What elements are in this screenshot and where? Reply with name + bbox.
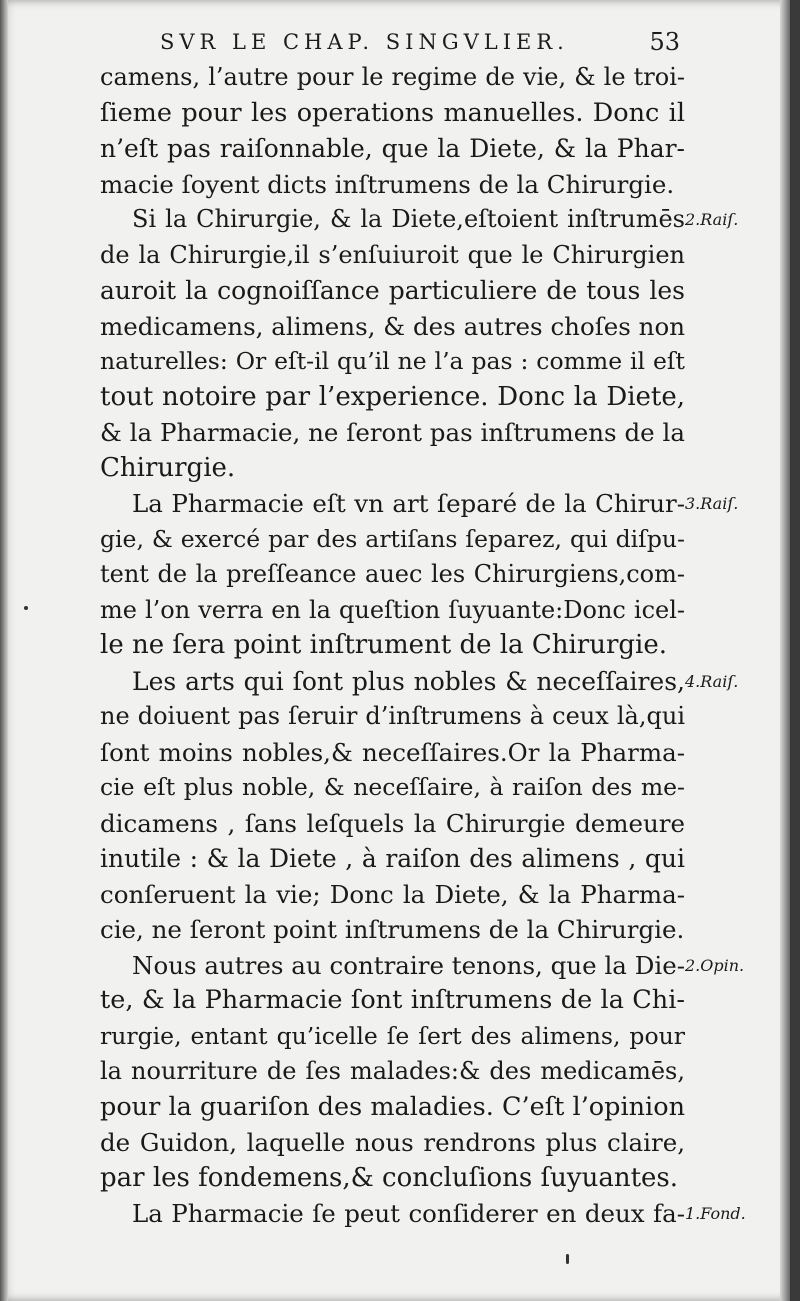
text-line: La Pharmacie ſe peut conſiderer en deux fa- bbox=[132, 1199, 685, 1228]
text-line: La Pharmacie eſt vn art ſeparé de la Chirur- bbox=[132, 489, 685, 518]
text-line: Nous autres au contraire tenons, que la Die- bbox=[132, 950, 685, 980]
text-line: ne doiuent pas ſeruir d’inſtrumens à ceux là,qui bbox=[100, 702, 685, 730]
text-line: te, & la Pharmacie ſont inſtrumens de la Chi- bbox=[100, 985, 685, 1015]
text-line: Si la Chirurgie, & la Diete,eſtoient inſtrumēs bbox=[132, 205, 685, 233]
text-line: ſont moins nobles,& neceſſaires.Or la Pharma- bbox=[100, 737, 685, 767]
text-line: cie, ne ſeront point inſtrumens de la Chirurgie. bbox=[100, 915, 685, 944]
page-spine-shadow bbox=[0, 0, 8, 1301]
text-line: medicamens, alimens, & des autres choſes non bbox=[100, 311, 685, 341]
text-line: par les fondemens,& concluſions ſuyuantes. bbox=[100, 1162, 679, 1193]
text-line: rurgie, entant qu’icelle ſe ſert des alimens, pour bbox=[100, 1021, 685, 1050]
text-line: me l’on verra en la queſtion ſuyuante:Donc icel- bbox=[100, 595, 685, 624]
text-line: n’eſt pas raiſonnable, que la Diete, & la Phar- bbox=[100, 134, 685, 163]
text-line: naturelles: Or eſt-il qu’il ne l’a pas : comme il eſt bbox=[100, 347, 685, 375]
text-line: de Guidon, laquelle nous rendrons plus claire, bbox=[100, 1128, 685, 1157]
text-line: Chirurgie. bbox=[100, 452, 236, 483]
text-line: & la Pharmacie, ne ſeront pas inſtrumens de la bbox=[100, 418, 685, 447]
text-line: ſieme pour les operations manuelles. Donc il bbox=[100, 97, 685, 128]
body-text bbox=[100, 60, 685, 1232]
text-line: inutile : & la Diete , à raiſon des alimens , qui bbox=[100, 844, 685, 873]
text-line: gie, & exercé par des artiſans ſeparez, qui diſpu- bbox=[100, 524, 685, 553]
text-line: la nourriture de ſes malades:& des medicamēs, bbox=[100, 1057, 685, 1085]
text-line: tent de la preſſeance auec les Chirurgiens,com- bbox=[100, 560, 685, 588]
margin-note: 4.Raiſ. bbox=[685, 671, 739, 691]
ink-speck bbox=[24, 606, 28, 610]
text-line: auroit la cognoiſſance particuliere de tous les bbox=[100, 276, 685, 305]
text-line: tout notoire par l’experience. Donc la Diete, bbox=[100, 381, 685, 412]
margin-note: 1.Fond. bbox=[685, 1204, 746, 1223]
margin-note: 2.Opin. bbox=[685, 955, 745, 975]
text-line: pour la guariſon des maladies. C’eſt l’opinion bbox=[100, 1091, 685, 1122]
ink-speck bbox=[566, 1254, 569, 1264]
margin-note: 2.Raiſ. bbox=[685, 210, 739, 229]
running-title: SVR LE CHAP. SINGVLIER. bbox=[160, 30, 569, 54]
text-line: le ne ſera point inſtrument de la Chirurgie. bbox=[100, 630, 667, 660]
text-line: dicamens , ſans leſquels la Chirurgie demeure bbox=[100, 808, 685, 838]
text-line: de la Chirurgie,il s’enſuiuroit que le Chirurgien bbox=[100, 240, 685, 269]
page-edge-shadow bbox=[780, 0, 790, 1301]
margin-note: 3.Raiſ. bbox=[685, 494, 739, 513]
text-line: macie ſoyent dicts inſtrumens de la Chirurgie. bbox=[100, 169, 675, 199]
page-header bbox=[160, 30, 680, 62]
text-line: Les arts qui ſont plus nobles & neceſſaires, bbox=[132, 666, 685, 696]
text-line: conſeruent la vie; Donc la Diete, & la Pharma- bbox=[100, 879, 685, 909]
page-number: 53 bbox=[649, 28, 680, 56]
text-line: camens, l’autre pour le regime de vie, & le troi- bbox=[100, 63, 685, 91]
text-line: cie eſt plus noble, & neceſſaire, à raiſon des me- bbox=[100, 773, 685, 801]
